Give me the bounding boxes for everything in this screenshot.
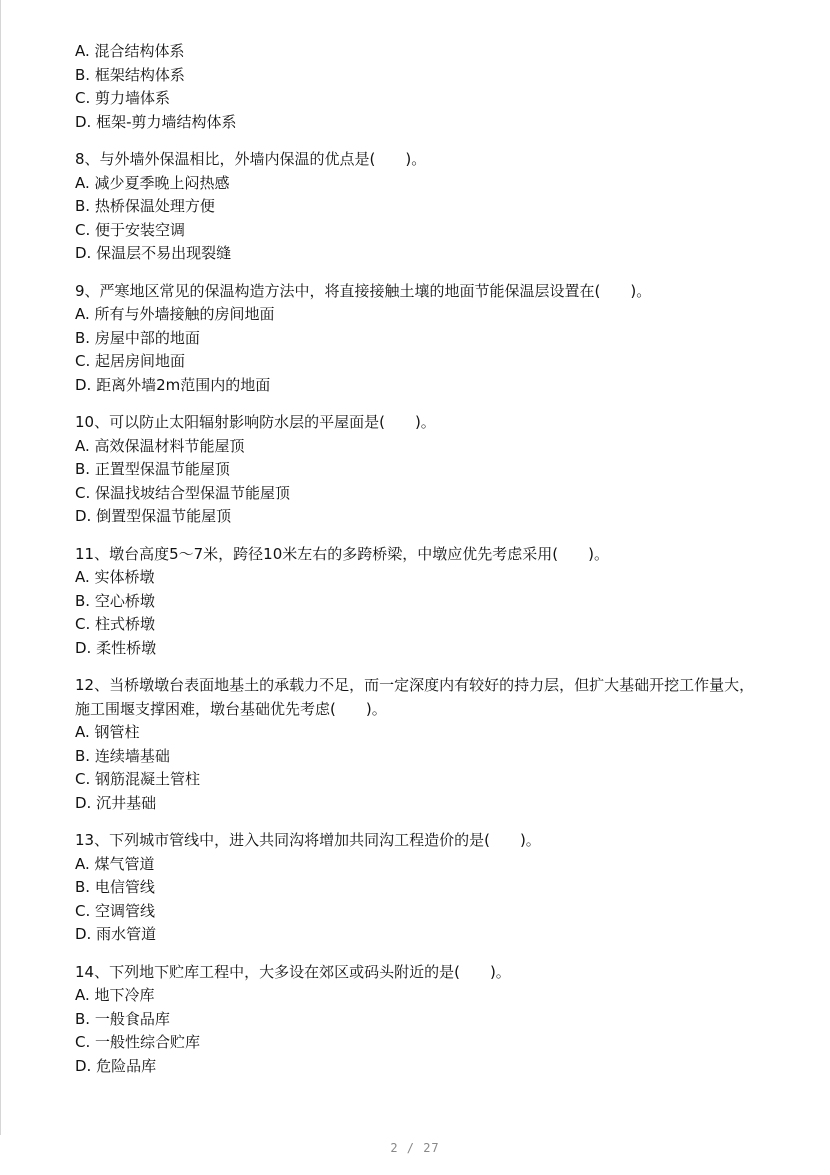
option-a: A. 实体桥墩	[75, 568, 155, 586]
option-b: B. 连续墙基础	[75, 746, 170, 765]
document-body	[75, 40, 755, 1078]
option-b: B. 电信管线	[75, 878, 155, 896]
option-b: B. 房屋中部的地面	[75, 328, 200, 347]
option-c: C. 柱式桥墩	[75, 615, 156, 633]
option-d: D. 距离外墙2m范围内的地面	[75, 375, 271, 394]
option-d: D. 保温层不易出现裂缝	[75, 244, 232, 262]
option-d: D. 雨水管道	[75, 925, 157, 943]
question-12	[75, 674, 755, 815]
question-10	[75, 411, 755, 529]
option-a: A. 混合结构体系	[75, 42, 185, 60]
option-d: D. 危险品库	[75, 1056, 157, 1075]
question-text: 10、可以防止太阳辐射影响防水层的平屋面是( )。	[75, 413, 436, 431]
question-text: 11、墩台高度5～7米，跨径10米左右的多跨桥梁，中墩应优先考虑采用( )。	[75, 544, 609, 563]
option-a: A. 减少夏季晚上闷热感	[75, 173, 230, 192]
question-14	[75, 961, 755, 1079]
option-a: A. 地下冷库	[75, 986, 155, 1004]
option-d: D. 框架-剪力墙结构体系	[75, 112, 237, 131]
question-11	[75, 543, 755, 661]
question-text: 9、严寒地区常见的保温构造方法中，将直接接触土壤的地面节能保温层设置在( )。	[75, 281, 652, 300]
option-b: B. 一般食品库	[75, 1009, 170, 1028]
option-c: C. 一般性综合贮库	[75, 1033, 201, 1051]
option-b: B. 正置型保温节能屋顶	[75, 460, 230, 478]
option-d: D. 柔性桥墩	[75, 638, 157, 657]
question-text: 12、当桥墩墩台表面地基土的承载力不足，而一定深度内有较好的持力层，但扩大基础开挖工作量大，施工围堰支撑困难，墩台基础优先考虑( )。	[75, 676, 755, 718]
option-b: B. 框架结构体系	[75, 65, 185, 84]
option-c: C. 剪力墙体系	[75, 89, 171, 107]
option-a: A. 所有与外墙接触的房间地面	[75, 305, 275, 323]
option-c: C. 保温找坡结合型保温节能屋顶	[75, 483, 291, 502]
option-b: B. 热桥保温处理方便	[75, 197, 215, 215]
option-d: D. 倒置型保温节能屋顶	[75, 507, 232, 525]
question-text: 14、下列地下贮库工程中，大多设在郊区或码头附近的是( )。	[75, 962, 511, 981]
option-c: C. 空调管线	[75, 901, 156, 920]
option-c: C. 起居房间地面	[75, 352, 186, 370]
question-9	[75, 280, 755, 398]
question-8	[75, 148, 755, 266]
question-text: 8、与外墙外保温相比，外墙内保温的优点是( )。	[75, 150, 427, 168]
option-d: D. 沉井基础	[75, 793, 157, 812]
option-b: B. 空心桥墩	[75, 591, 155, 610]
option-a: A. 煤气管道	[75, 854, 155, 873]
option-a: A. 高效保温材料节能屋顶	[75, 436, 245, 455]
previous-question-options	[75, 40, 755, 134]
option-c: C. 便于安装空调	[75, 220, 186, 239]
question-text: 13、下列城市管线中，进入共同沟将增加共同沟工程造价的是( )。	[75, 831, 541, 849]
question-13	[75, 829, 755, 947]
option-a: A. 钢管柱	[75, 723, 140, 741]
page-number: 2 / 27	[390, 1141, 440, 1155]
page-border	[0, 0, 1, 1135]
option-c: C. 钢筋混凝土管柱	[75, 770, 201, 788]
